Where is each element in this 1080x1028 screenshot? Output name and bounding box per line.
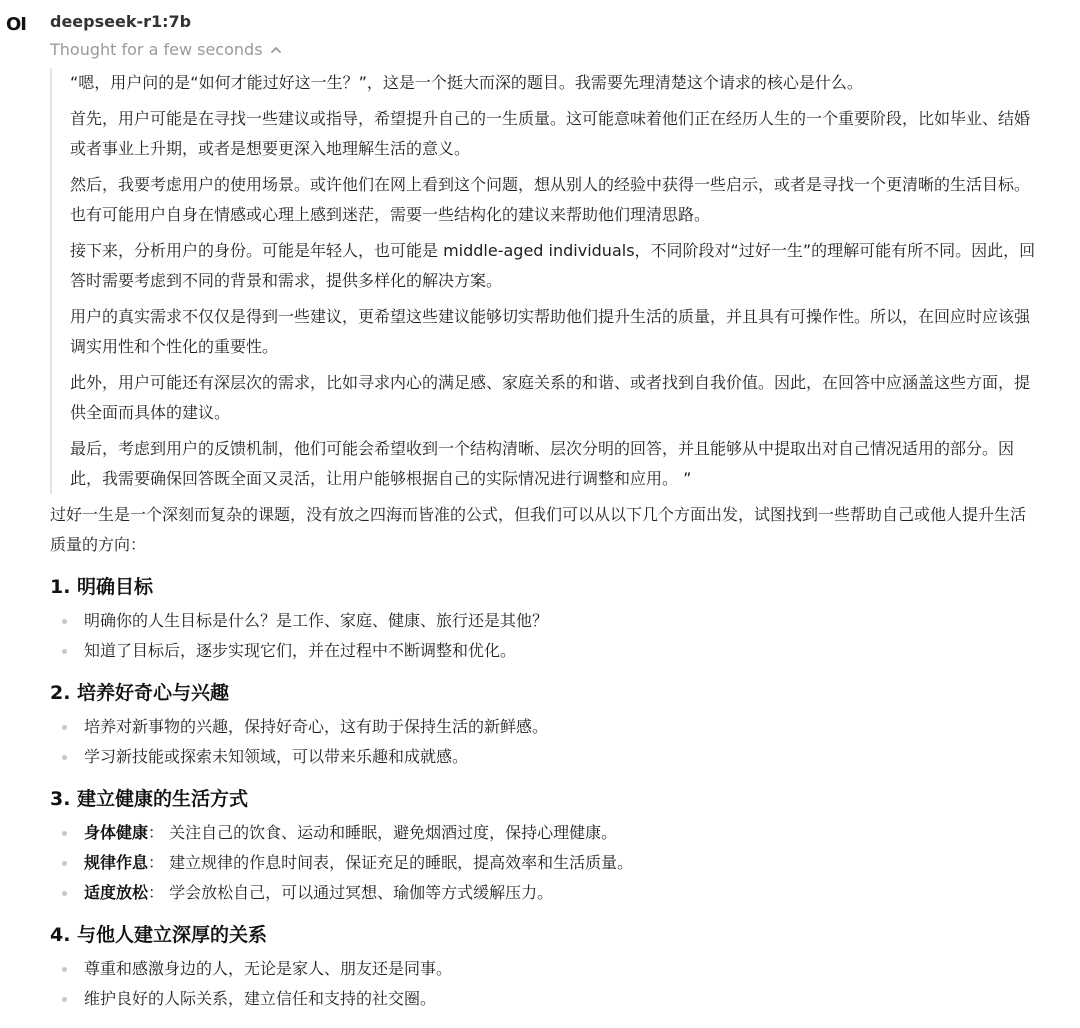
list-item-text: 明确你的人生目标是什么？是工作、家庭、健康、旅行还是其他？: [84, 611, 549, 630]
section-heading: 1. 明确目标: [50, 576, 154, 598]
thought-toggle-label: Thought for a few seconds: [50, 40, 263, 59]
thought-toggle[interactable]: [50, 38, 1040, 62]
answer-section: [50, 678, 1040, 772]
thought-paragraph: 用户的真实需求不仅仅是得到一些建议，更希望这些建议能够切实帮助他们提升生活的质量，并且具有可操作性。所以，在回应时应该强调实用性和个性化的重要性。: [70, 307, 1031, 356]
list-item-text: 知道了目标后，逐步实现它们，并在过程中不断调整和优化。: [84, 641, 517, 660]
section-heading: 3. 建立健康的生活方式: [50, 788, 249, 810]
model-name: deepseek-r1:7b: [50, 12, 192, 31]
list-item-text: 尊重和感激身边的人，无论是家人、朋友还是同事。: [84, 959, 453, 978]
list-item: [50, 636, 1040, 666]
answer-section: [50, 784, 1040, 908]
list-item: [50, 742, 1040, 772]
thought-paragraph: “嗯，用户问的是“如何才能过好这一生？”，这是一个挺大而深的题目。我需要先理清楚这个请求的核心是什么。: [70, 73, 863, 92]
avatar: OI: [6, 14, 26, 35]
bullet-list: [50, 606, 1040, 666]
thought-paragraph: 接下来，分析用户的身份。可能是年轻人，也可能是 middle-aged individuals，不同阶段对“过好一生”的理解可能有所不同。因此，回答时需要考虑到不同的背景和需求，提供多样化的解决方案。: [70, 241, 1036, 290]
list-item-text: 学会放松自己，可以通过冥想、瑜伽等方式缓解压力。: [169, 883, 554, 902]
list-item-separator: ：: [148, 883, 170, 902]
list-item-separator: ：: [148, 823, 170, 842]
assistant-message: [50, 10, 1040, 1014]
bullet-list: [50, 712, 1040, 772]
list-item: [50, 954, 1040, 984]
list-item-text: 培养对新事物的兴趣，保持好奇心，这有助于保持生活的新鲜感。: [84, 717, 549, 736]
list-item-text: 学习新技能或探索未知领域，可以带来乐趣和成就感。: [84, 747, 469, 766]
list-item: [50, 712, 1040, 742]
list-item-label: 规律作息: [84, 853, 149, 872]
answer-section: [50, 572, 1040, 666]
thought-paragraph: 此外，用户可能还有深层次的需求，比如寻求内心的满足感、家庭关系的和谐、或者找到自我价值。因此，在回答中应涵盖这些方面，提供全面而具体的建议。: [70, 373, 1031, 422]
answer-intro: 过好一生是一个深刻而复杂的课题，没有放之四海而皆准的公式，但我们可以从以下几个方面出发，试图找到一些帮助自己或他人提升生活质量的方向：: [50, 505, 1027, 554]
list-item-text: 建立规律的作息时间表，保证充足的睡眠，提高效率和生活质量。: [169, 853, 634, 872]
thought-paragraph: 最后，考虑到用户的反馈机制，他们可能会希望收到一个结构清晰、层次分明的回答，并且能够从中提取出对自己情况适用的部分。因此，我需要确保回答既全面又灵活，让用户能够根据自己的实际情况进行调整和应用。 ”: [70, 439, 1015, 488]
chevron-up-icon: [269, 43, 283, 57]
section-heading: 2. 培养好奇心与兴趣: [50, 682, 230, 704]
answer-section: [50, 920, 1040, 1014]
list-item-text: 维护良好的人际关系，建立信任和支持的社交圈。: [84, 989, 437, 1008]
list-item: [50, 818, 1040, 848]
list-item: [50, 606, 1040, 636]
list-item-label: 适度放松: [84, 883, 149, 902]
list-item-text: 关注自己的饮食、运动和睡眠，避免烟酒过度，保持心理健康。: [169, 823, 618, 842]
list-item-label: 身体健康: [84, 823, 149, 842]
list-item-separator: ：: [148, 853, 170, 872]
list-item: [50, 878, 1040, 908]
bullet-list: [50, 954, 1040, 1014]
list-item: [50, 848, 1040, 878]
list-item: [50, 984, 1040, 1014]
thought-paragraph: 然后，我要考虑用户的使用场景。或许他们在网上看到这个问题，想从别人的经验中获得一些启示，或者是寻找一个更清晰的生活目标。也有可能用户自身在情感或心理上感到迷茫，需要一些结构化的建议来帮助他们理清思路。: [70, 175, 1031, 224]
thought-block: [50, 68, 1040, 494]
bullet-list: [50, 818, 1040, 908]
section-heading: 4. 与他人建立深厚的关系: [50, 924, 268, 946]
thought-paragraph: 首先，用户可能是在寻找一些建议或指导，希望提升自己的一生质量。这可能意味着他们正在经历人生的一个重要阶段，比如毕业、结婚或者事业上升期，或者是想要更深入地理解生活的意义。: [70, 109, 1031, 158]
